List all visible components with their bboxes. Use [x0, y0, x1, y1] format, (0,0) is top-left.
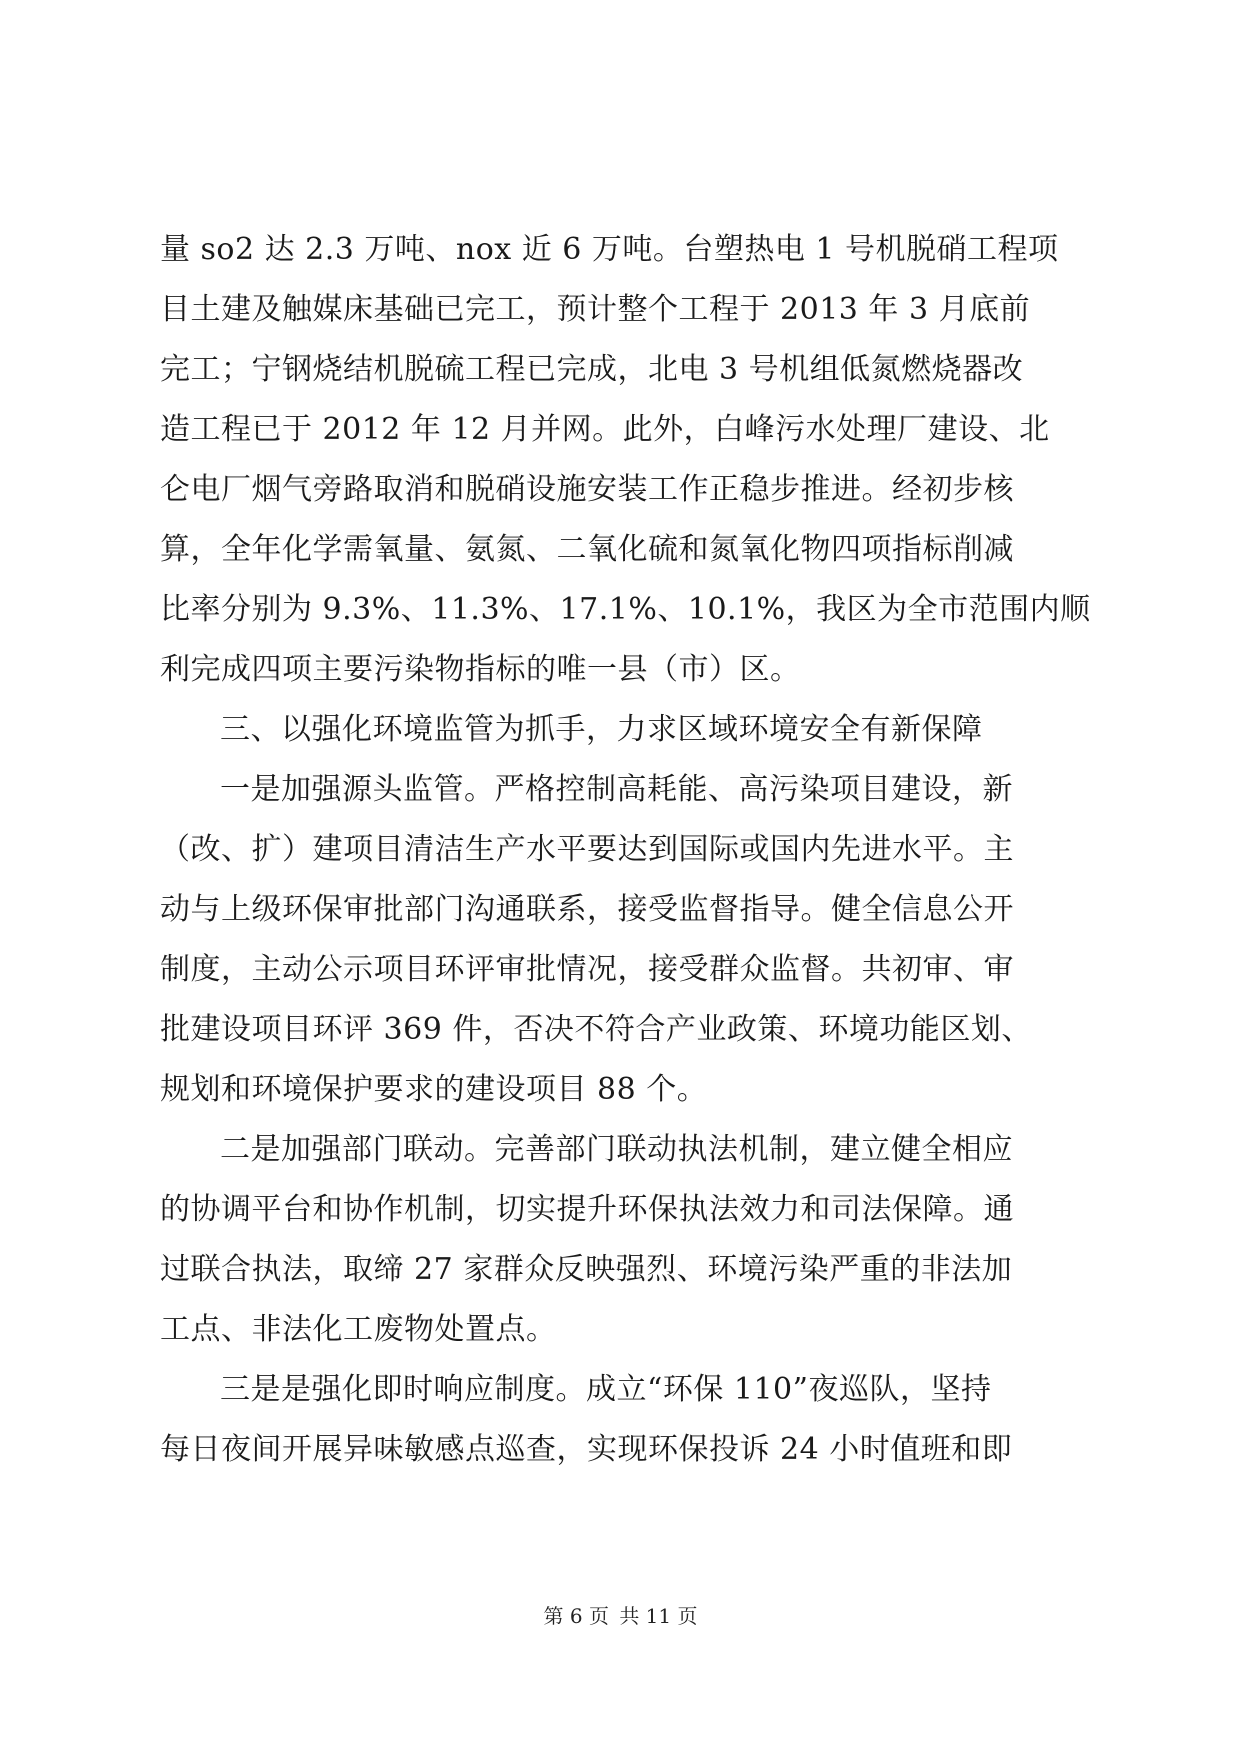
paragraph-line: 仑电厂烟气旁路取消和脱硝设施安装工作正稳步推进。经初步核: [160, 472, 1014, 507]
paragraph-line: 工点、非法化工废物处置点。: [160, 1312, 557, 1347]
paragraph-line: 量 so2 达 2.3 万吨、nox 近 6 万吨。台塑热电 1 号机脱硝工程项: [160, 232, 1059, 267]
paragraph-line: 二是加强部门联动。完善部门联动执法机制，建立健全相应: [220, 1132, 1013, 1167]
document-body: [160, 220, 1090, 1480]
paragraph-line: （改、扩）建项目清洁生产水平要达到国际或国内先进水平。主: [160, 832, 1014, 867]
paragraph-line: 动与上级环保审批部门沟通联系，接受监督指导。健全信息公开: [160, 892, 1014, 927]
paragraph-line: 比率分别为 9.3%、11.3%、17.1%、10.1%，我区为全市范围内顺: [160, 592, 1091, 627]
paragraph-line: 利完成四项主要污染物指标的唯一县（市）区。: [160, 652, 801, 687]
paragraph-line: 批建设项目环评 369 件，否决不符合产业政策、环境功能区划、: [160, 1012, 1032, 1047]
page-footer: [0, 1602, 1241, 1630]
page-total: 共 11 页: [619, 1604, 698, 1628]
paragraph-line: 的协调平台和协作机制，切实提升环保执法效力和司法保障。通: [160, 1192, 1014, 1227]
paragraph-line: 过联合执法，取缔 27 家群众反映强烈、环境污染严重的非法加: [160, 1252, 1013, 1287]
section-heading: 三、以强化环境监管为抓手，力求区域环境安全有新保障: [220, 712, 983, 747]
paragraph-line: 制度，主动公示项目环评审批情况，接受群众监督。共初审、审: [160, 952, 1014, 987]
paragraph-line: 一是加强源头监管。严格控制高耗能、高污染项目建设，新: [220, 772, 1013, 807]
page-number: 第 6 页: [543, 1604, 609, 1628]
paragraph-line: 目土建及触媒床基础已完工，预计整个工程于 2013 年 3 月底前: [160, 292, 1031, 327]
paragraph-line: 规划和环境保护要求的建设项目 88 个。: [160, 1072, 708, 1107]
paragraph-line: 算，全年化学需氧量、氨氮、二氧化硫和氮氧化物四项指标削减: [160, 532, 1014, 567]
paragraph-line: 三是是强化即时响应制度。成立“环保 110”夜巡队，坚持: [220, 1372, 992, 1407]
paragraph-line: 完工；宁钢烧结机脱硫工程已完成，北电 3 号机组低氮燃烧器改: [160, 352, 1024, 387]
paragraph-line: 造工程已于 2012 年 12 月并网。此外，白峰污水处理厂建设、北: [160, 412, 1050, 447]
paragraph-line: 每日夜间开展异味敏感点巡查，实现环保投诉 24 小时值班和即: [160, 1432, 1013, 1467]
